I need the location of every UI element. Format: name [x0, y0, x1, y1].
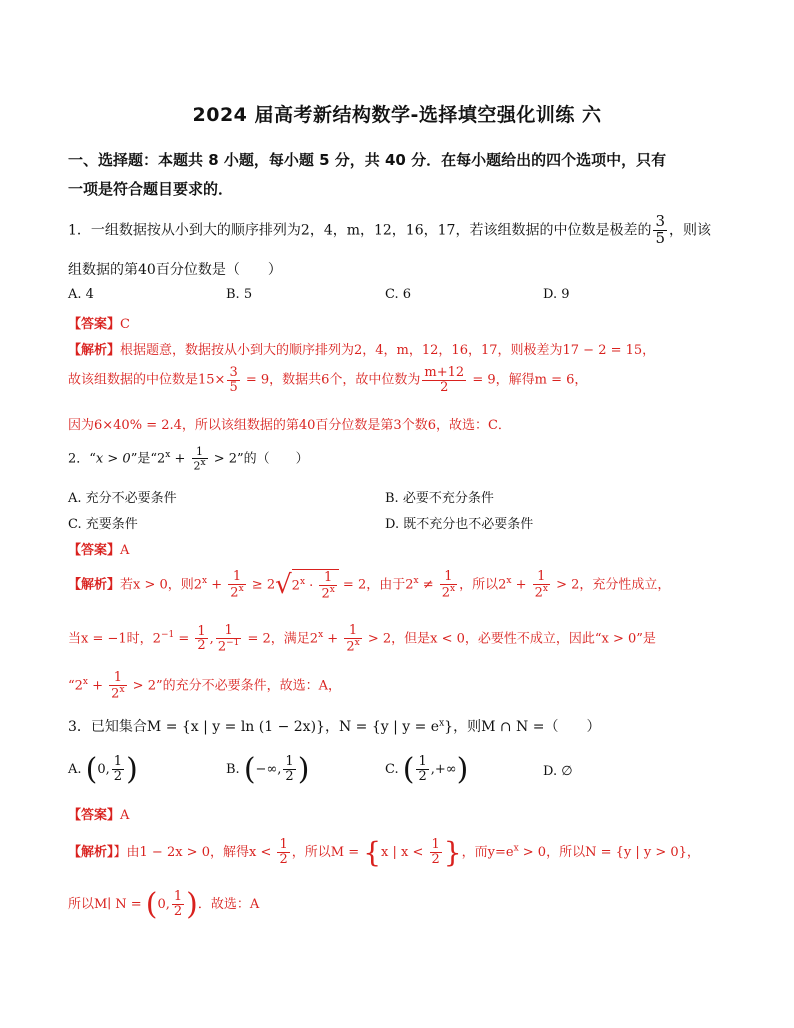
question-3-option-a: A. (0, $\frac{1}{2}$ )	[68, 752, 138, 787]
question-2-option-b: B. 必要不充分条件	[385, 491, 494, 506]
question-1-option-b: B. 5	[226, 287, 253, 302]
question-1-option-c: C. 6	[385, 287, 412, 302]
question-1-stem-cont: 组数据的第40百分位数是（ ）	[68, 262, 282, 278]
question-3-analysis-line2: 所以M∣ N = (0, $\frac{1}{2}$ )．故选：A	[68, 887, 260, 922]
question-1-analysis-line3: 因为6×40% = 2.4，所以该组数据的第40百分位数是第3个数6，故选：C．	[68, 418, 511, 433]
page-title: 2024 届高考新结构数学-选择填空强化训练 六	[192, 104, 602, 126]
question-2-stem: 2．“x > 0”是“$2^x$ + $\frac{1}{2^x}$ > 2”的（ ）	[68, 445, 309, 473]
question-2-option-d: D. 既不充分也不必要条件	[385, 517, 534, 532]
question-2-option-c: C. 充要条件	[68, 517, 138, 532]
question-3-analysis-line1: 【解析】】由1 − 2x > 0，解得x < $\frac{1}{2}$ ，所以M = {x | x < $\frac{1}{2}$ }，而$y=e^x > 0$，所以N = {y | y > 0}，	[68, 836, 700, 869]
question-2-analysis-line2: 当x = −1时，$2^{-1}$ = $\frac{1}{2}$ , $\frac{1}{2^{-1}}$ = 2，满足$2^x$ + $\frac{1}{2^x}$ > 2，但是x < 0，必要性不成立，因此“x > 0”是	[68, 623, 656, 654]
question-3-option-b: B. (−∞, $\frac{1}{2}$ )	[226, 752, 310, 787]
question-3-answer: 【答案】A	[68, 808, 130, 823]
question-3-option-d: D. ∅	[543, 764, 573, 779]
section-heading: 一、选择题：本题共 8 小题，每小题 5 分，共 40 分．在每小题给出的四个选项中，只有	[68, 151, 667, 169]
section-heading-cont: 一项是符合题目要求的．	[68, 180, 234, 198]
question-1-stem: 1．一组数据按从小到大的顺序排列为2，4，m，12，16，17，若该组数据的中位数是极差的 $\frac{3}{5}$ ，则该	[68, 212, 711, 247]
question-1-analysis-line2: 故该组数据的中位数是15× $\frac{3}{5}$ = 9，数据共6个，故中位数为 $\frac{m+12}{2}$ = 9，解得m = 6，	[68, 365, 588, 395]
question-2-answer: 【答案】A	[68, 543, 130, 558]
question-1-option-a: A. 4	[68, 287, 94, 302]
question-3-option-c: C. ( $\frac{1}{2}$ ,+∞)	[385, 752, 469, 787]
question-2-option-a: A. 充分不必要条件	[68, 491, 177, 506]
question-2-analysis-line1: 【解析】若x > 0，则$2^x$ + $\frac{1}{2^x}$ ≥ $2√2^x$ · $\frac{1}{2^x}$ = 2，由于$2^x$ ≠ $\frac{1}{2^x}$ ，所以$2^x$ + $\frac{1}{2^x}$ > 2，充分性成立，	[68, 569, 671, 601]
question-1-answer: 【答案】C	[68, 317, 130, 332]
question-3-stem: 3．已知集合M = {x | y = ln (1 − 2x)}，N = {y | $y = e^x$}，则M ∩ N =（ ）	[68, 718, 601, 735]
question-1-analysis-line1: 【解析】根据题意，数据按从小到大的顺序排列为2，4，m，12，16，17，则极差为17 − 2 = 15，	[68, 343, 656, 358]
question-1-option-d: D. 9	[543, 287, 570, 302]
question-2-analysis-line3: “$2^x$ + $\frac{1}{2^x}$ > 2”的充分不必要条件，故选：A，	[68, 670, 341, 701]
